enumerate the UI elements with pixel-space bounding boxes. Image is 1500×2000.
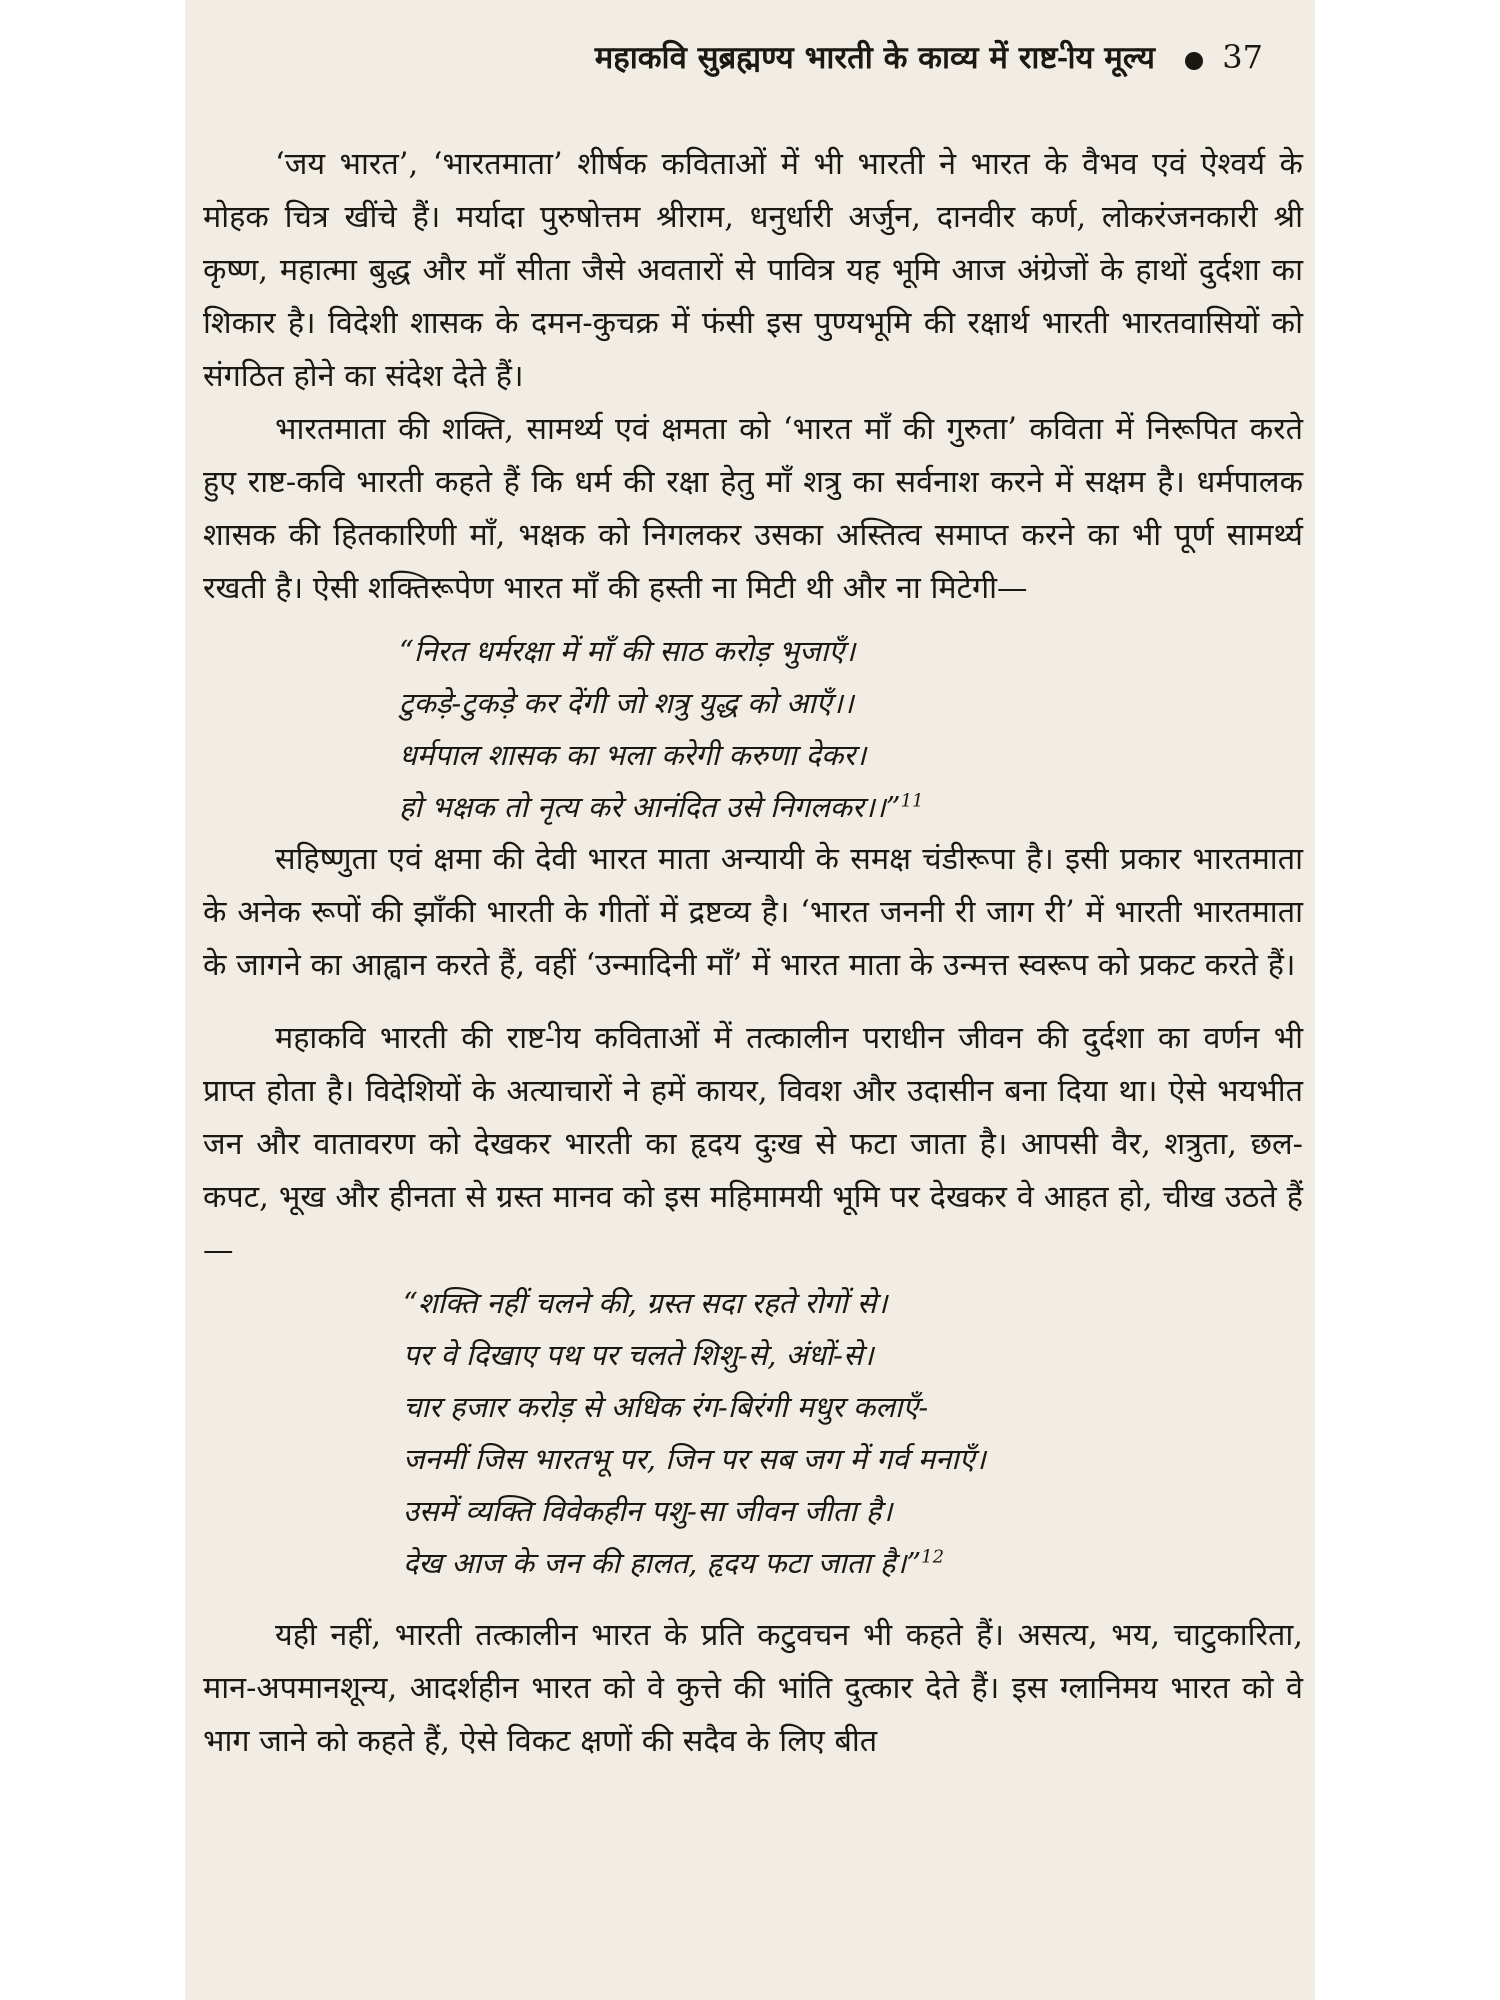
spacer [203, 992, 1303, 1012]
verse-line: टुकड़े-टुकड़े कर देंगी जो शत्रु युद्ध को आएँ।। [399, 686, 854, 720]
header-title: महाकवि सुब्रह्मण्य भारती के काव्य में राष्ट-ीय मूल्य [594, 40, 1155, 76]
verse-line: जनमीं जिस भारतभू पर, जिन पर सब जग में गर्व मनाएँ। [403, 1442, 986, 1476]
paragraph-4: महाकवि भारती की राष्ट-ीय कविताओं में तत्कालीन पराधीन जीवन की दुर्दशा का वर्णन भी प्राप्त होता है। विदेशियों के अत्याचारों ने हमें कायर, विवश और उदासीन बना दिया था। ऐसे भयभीत जन और वातावरण को देखकर भारती का हृदय दुःख से फटा जाता है। आपसी वैर, शत्रुता, छल-कपट, भूख और हीनता से ग्रस्त मानव को इस महिमामयी भूमि पर देखकर वे आहत हो, चीख उठते हैं— [203, 1021, 1303, 1268]
footnote-marker: 11 [900, 790, 924, 812]
verse-line: चार हजार करोड़ से अधिक रंग-बिरंगी मधुर कलाएँ- [403, 1390, 929, 1424]
paragraph-5: यही नहीं, भारती तत्कालीन भारत के प्रति कटुवचन भी कहते हैं। असत्य, भय, चाटुकारिता, मान-अपमानशून्य, आदर्शहीन भारत को वे कुत्ते की भांति दुत्कार देते हैं। इस ग्लानिमय भारत को वे भाग जाने को कहते हैं, ऐसे विकट क्षणों की सदैव के लिए बीत [203, 1618, 1303, 1759]
paragraph-1: ‘जय भारत’, ‘भारतमाता’ शीर्षक कविताओं में भी भारती ने भारत के वैभव एवं ऐश्वर्य के मोहक चित्र खींचे हैं। मर्यादा पुरुषोत्तम श्रीराम, धनुर्धारी अर्जुन, दानवीर कर्ण, लोकरंजनकारी श्री कृष्ण, महात्मा बुद्ध और माँ सीता जैसे अवतारों से पावित्र यह भूमि आज अंग्रेजों के हाथों दुर्दशा का शिकार है। विदेशी शासक के दमन-कुचक्र में फंसी इस पुण्यभूमि की रक्षार्थ भारती भारतवासियों को संगठित होने का संदेश देते हैं। [203, 147, 1303, 394]
verse-line-last [399, 781, 1303, 833]
verse-quote-1 [203, 625, 1303, 833]
bullet-icon [1185, 52, 1203, 70]
spacer [203, 615, 1303, 625]
paragraph-3: सहिष्णुता एवं क्षमा की देवी भारत माता अन्यायी के समक्ष चंडीरूपा है। इसी प्रकार भारतमाता के अनेक रूपों की झाँकी भारती के गीतों में द्रष्टव्य है। ‘भारत जननी री जाग री’ में भारती भारतमाता के जागने का आह्वान करते हैं, वहीं ‘उन्मादिनी माँ’ में भारत माता के उन्मत्त स्वरूप को प्रकट करते हैं। [203, 842, 1303, 983]
verse-line: पर वे दिखाए पथ पर चलते शिशु-से, अंधों-से। [403, 1338, 874, 1372]
verse-line: धर्मपाल शासक का भला करेगी करुणा देकर। [399, 738, 867, 772]
running-header [185, 36, 1315, 86]
footnote-marker: 12 [921, 1546, 945, 1568]
verse-line-text: हो भक्षक तो नृत्य करे आनंदित उसे निगलकर।।” [399, 790, 901, 824]
verse-line-last [403, 1537, 1303, 1589]
verse-line: “निरत धर्मरक्षा में माँ की साठ करोड़ भुजाएँ। [399, 634, 856, 668]
paragraph-2: भारतमाता की शक्ति, सामर्थ्य एवं क्षमता को ‘भारत माँ की गुरुता’ कविता में निरूपित करते हुए राष्ट-कवि भारती कहते हैं कि धर्म की रक्षा हेतु माँ शत्रु का सर्वनाश करने में सक्षम है। धर्मपालक शासक की हितकारिणी माँ, भक्षक को निगलकर उसका अस्तित्व समाप्त करने का भी पूर्ण सामर्थ्य रखती है। ऐसी शक्तिरूपेण भारत माँ की हस्ती ना मिटी थी और ना मिटेगी— [203, 412, 1303, 606]
verse-line-text: देख आज के जन की हालत, हृदय फटा जाता है।” [403, 1546, 922, 1580]
body-text [203, 138, 1303, 1768]
page-number: 37 [1222, 38, 1263, 76]
book-page [185, 0, 1315, 2000]
verse-line: उसमें व्यक्ति विवेकहीन पशु-सा जीवन जीता है। [403, 1494, 893, 1528]
verse-quote-2 [203, 1277, 1303, 1589]
verse-line: “शक्ति नहीं चलने की, ग्रस्त सदा रहते रोगों से। [403, 1286, 888, 1320]
spacer [203, 1589, 1303, 1609]
